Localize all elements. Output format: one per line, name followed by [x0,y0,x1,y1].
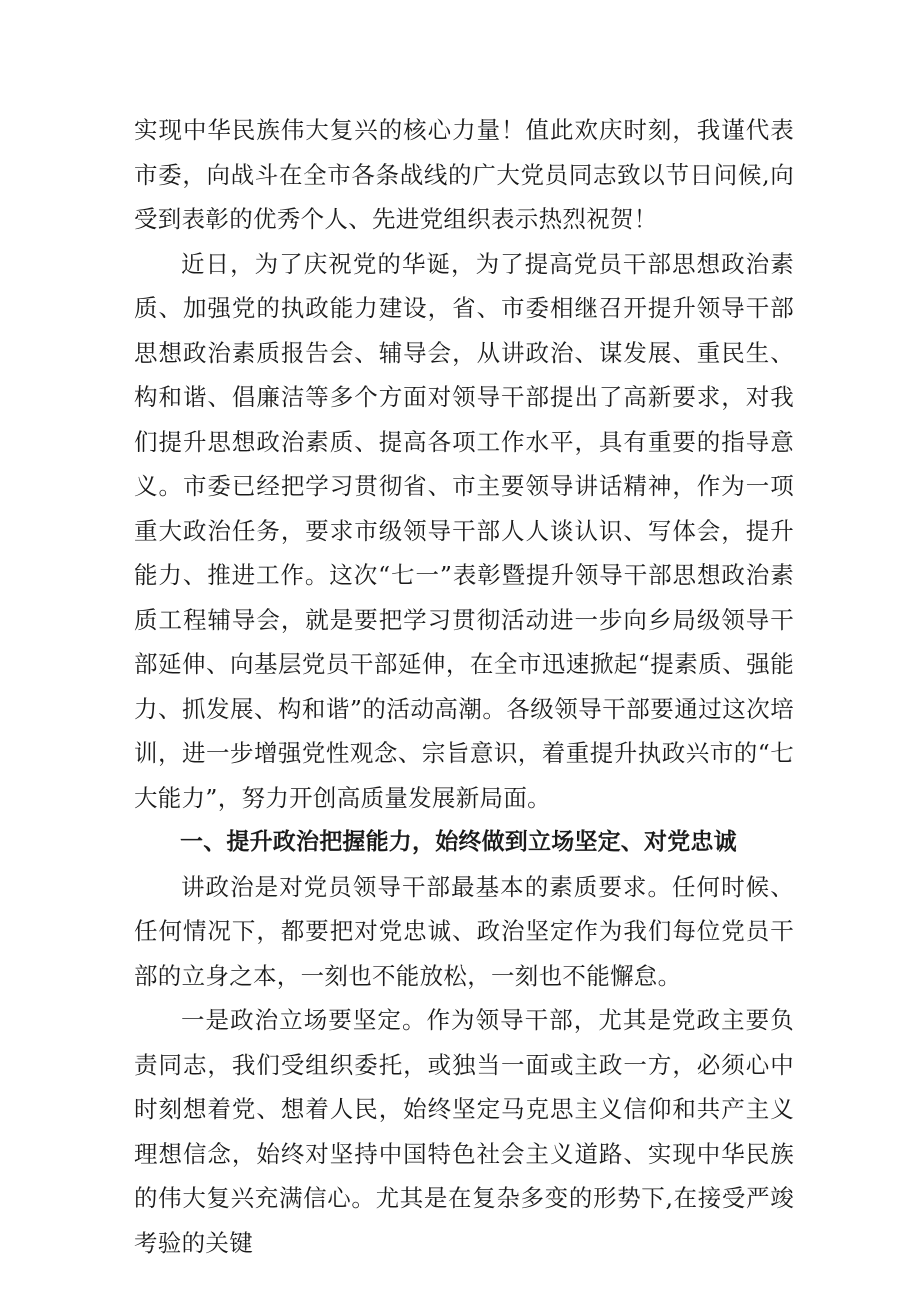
paragraph-recent-events: 近日，为了庆祝党的华诞，为了提高党员干部思想政治素质、加强党的执政能力建设，省、市委相继召开提升领导干部思想政治素质报告会、辅导会，从讲政治、谋发展、重民生、构和谐、倡廉洁等多个方面对领导干部提出了高新要求，对我们提升思想政治素质、提高各项工作水平，具有重要的指导意义。市委已经把学习贯彻省、市主要领导讲话精神，作为一项重大政治任务，要求市级领导干部人人谈认识、写体会，提升能力、推进工作。这次“七一”表彰暨提升领导干部思想政治素质工程辅导会，就是要把学习贯彻活动进一步向乡局级领导干部延伸、向基层党员干部延伸，在全市迅速掀起“提素质、强能力、抓发展、构和谐”的活动高潮。各级领导干部要通过这次培训，进一步增强党性观念、宗旨意识，着重提升执政兴市的“七大能力”，努力开创高质量发展新局面。 [134,249,794,812]
paragraph-political-requirement: 讲政治是对党员领导干部最基本的素质要求。任何时候、任何情况下，都要把对党忠诚、政治坚定作为我们每位党员干部的立身之本，一刻也不能放松，一刻也不能懈怠。 [134,872,794,990]
paragraph-continuation: 实现中华民族伟大复兴的核心力量！值此欢庆时刻，我谨代表市委，向战斗在全市各条战线的广大党员同志致以节日问候,向受到表彰的优秀个人、先进党组织表示热烈祝贺！ [134,116,794,233]
paragraph-political-stance: 一是政治立场要坚定。作为领导干部，尤其是党政主要负责同志，我们受组织委托，或独当一面或主政一方，必须心中时刻想着党、想着人民，始终坚定马克思主义信仰和共产主义理想信念，始终对坚持中国特色社会主义道路、实现中华民族的伟大复兴充满信心。尤其是在复杂多变的形势下,在接受严竣考验的关键 [134,1006,794,1257]
section-heading: 一、提升政治把握能力，始终做到立场坚定、对党忠诚 [180,829,737,855]
document-body [134,108,794,1265]
